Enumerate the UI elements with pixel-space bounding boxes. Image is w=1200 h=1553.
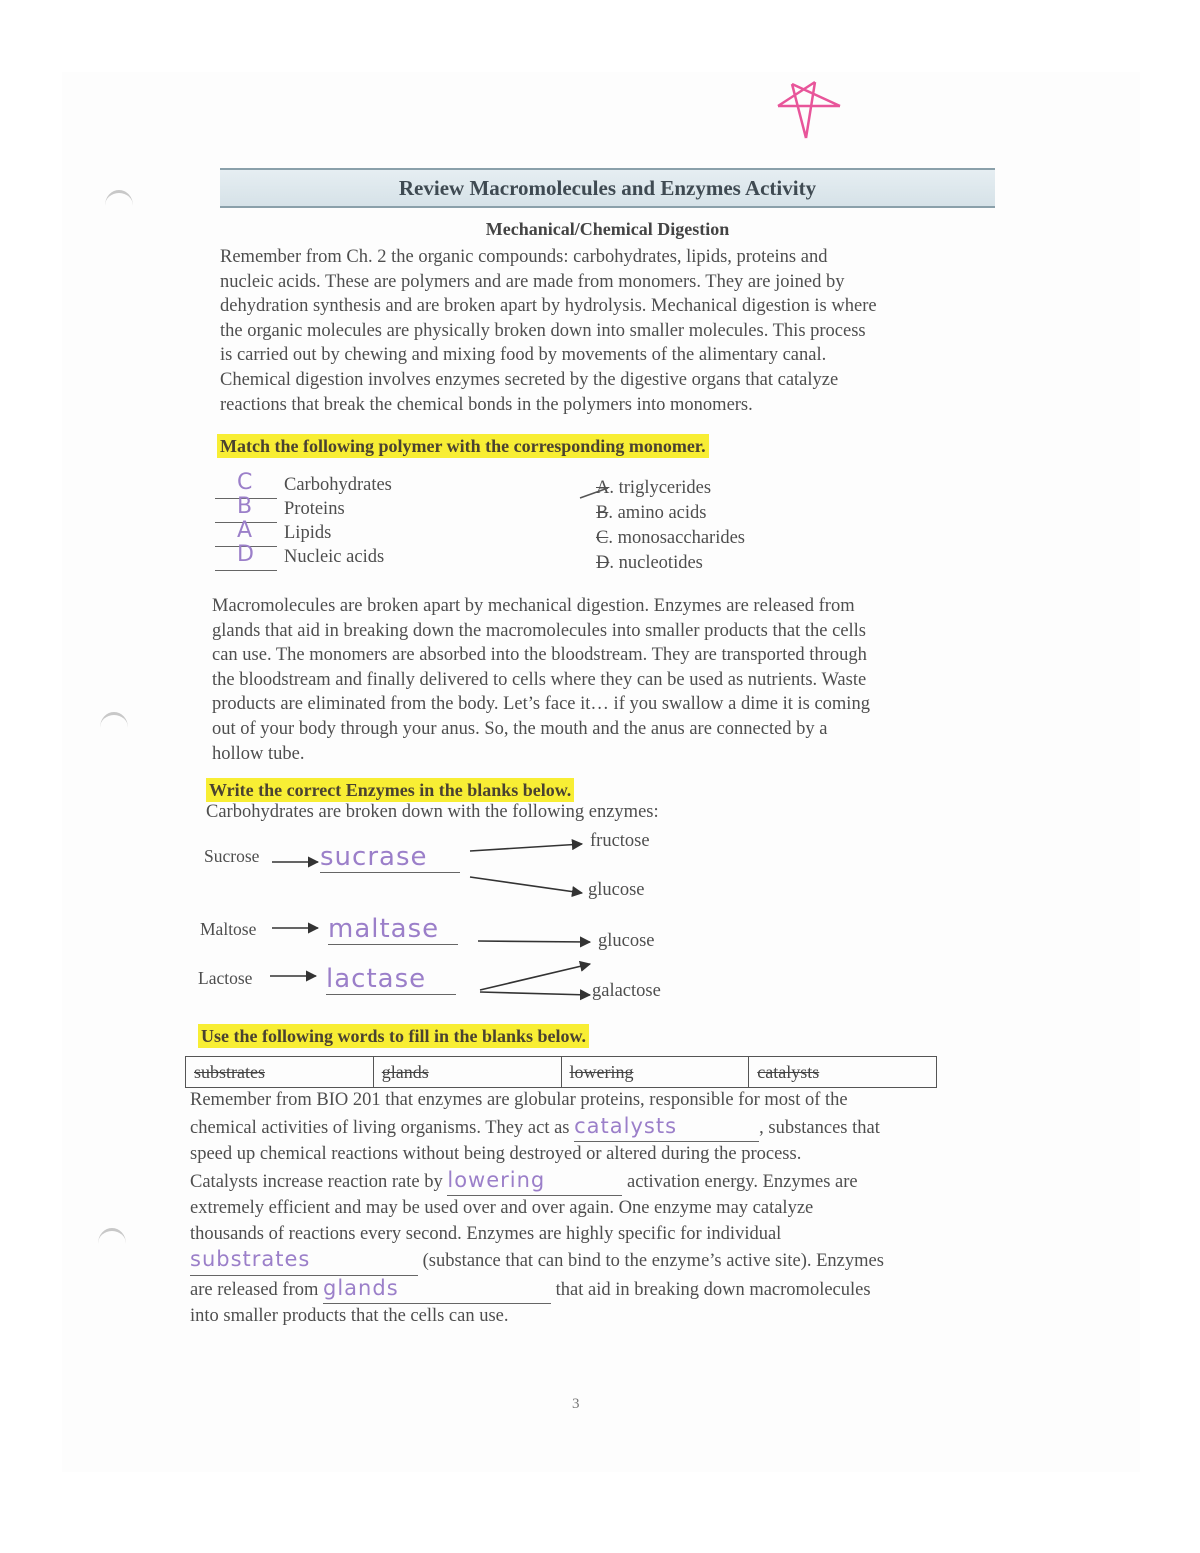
handwritten-answer: catalysts [574,1113,678,1138]
substrate-label: Maltose [200,919,257,939]
text-line [190,1114,884,1143]
text-line: Macromolecules are broken apart by mechanical digestion. Enzymes are released from [212,596,855,616]
monomer-label: . nucleotides [609,553,703,573]
text-line: the bloodstream and finally delivered to cells where they can be used as nutrients. Waste [212,669,867,690]
word-bank-item: substrates [186,1057,374,1087]
text-line [190,1168,884,1197]
monomer-letter: B [596,503,609,523]
fill-paragraph [190,1088,884,1330]
monomer-label: . triglycerides [609,478,712,498]
text-line: is carried out by chewing and mixing food by movements of the alimentary canal. [220,345,827,366]
text-line: the organic molecules are physically broken down into smaller molecules. This process [220,320,866,341]
handwritten-answer: sucrase [320,842,428,872]
handwritten-answer: maltase [328,914,440,944]
handwritten-answer: B [237,494,254,519]
word-bank-item: catalysts [757,1062,820,1082]
monomer-letter: C [596,528,609,548]
handwritten-answer: substrates [190,1247,311,1271]
text-line: thousands of reactions every second. Enzymes are highly specific for individual [190,1223,782,1244]
text-line: hollow tube. [212,743,305,764]
product-label: glucose [598,931,655,951]
enzyme-intro: Carbohydrates are broken down with the following enzymes: [206,802,659,822]
fill-instruction: Use the following words to fill in the blanks below. [198,1024,589,1048]
text-line: products are eliminated from the body. Let’s face it… if you swallow a dime it is coming [212,694,870,715]
word-bank-item: glands [374,1057,562,1087]
fill-blank[interactable] [574,1114,759,1143]
handwritten-answer: D [237,542,255,567]
text-line: Remember from BIO 201 that enzymes are globular proteins, responsible for most of the [190,1090,848,1110]
text-segment: chemical activities of living organisms. They act as [190,1117,570,1138]
monomer-letter: D [596,553,610,573]
word-bank [185,1056,937,1088]
text-line [190,1276,884,1305]
text-segment: , substances that [759,1117,880,1138]
word-bank-item: lowering [562,1057,750,1087]
fill-blank[interactable] [190,1247,418,1276]
text-line: dehydration synthesis and are broken apart by hydrolysis. Mechanical digestion is where [220,296,877,317]
page-number: 3 [572,1396,580,1412]
polymer-label: Proteins [284,499,345,519]
polymer-label: Nucleic acids [284,547,385,567]
polymer-label: Carbohydrates [284,475,392,495]
product-label: fructose [590,831,650,851]
text-line: speed up chemical reactions without being destroyed or altered during the process. [190,1144,802,1164]
monomer-letter: A [596,478,610,498]
monomer-label: . amino acids [608,503,707,523]
substrate-label: Lactose [198,968,253,988]
text-line: nucleic acids. These are polymers and are made from monomers. They are joined by [220,271,845,292]
fill-blank[interactable] [447,1168,622,1197]
text-line: out of your body through your anus. So, the mouth and the anus are connected by a [212,718,828,739]
handwritten-answer: A [237,518,254,543]
handwritten-answer: C [237,470,254,495]
product-label: glucose [588,880,645,900]
enzyme-instruction: Write the correct Enzymes in the blanks below. [206,778,574,802]
match-instruction: Match the following polymer with the corresponding monomer. [217,434,709,458]
text-segment: are released from [190,1279,319,1300]
text-segment: that aid in breaking down macromolecules [555,1279,871,1300]
monomer-label: . monosaccharides [608,528,745,548]
text-segment: Catalysts increase reaction rate by [190,1171,443,1192]
text-line [190,1247,884,1276]
substrate-label: Sucrose [204,846,260,866]
handwritten-answer: lactase [326,964,427,994]
binder-hole [98,1228,126,1259]
product-label: galactose [592,981,661,1001]
text-line: Remember from Ch. 2 the organic compounds: carbohydrates, lipids, proteins and [220,247,828,267]
handwritten-answer: lowering [447,1167,546,1192]
text-line: extremely efficient and may be used over and over again. One enzyme may catalyze [190,1198,814,1218]
text-segment: activation energy. Enzymes are [626,1171,858,1192]
text-line: into smaller products that the cells can use. [190,1306,509,1326]
text-line: glands that aid in breaking down the macromolecules into smaller products that the cells [212,620,867,641]
fill-blank[interactable] [323,1276,551,1305]
text-line: reactions that break the chemical bonds in the polymers into monomers. [220,394,753,415]
handwritten-answer: glands [323,1275,399,1300]
text-segment: (substance that can bind to the enzyme’s active site). Enzymes [422,1251,884,1271]
page-title: Review Macromolecules and Enzymes Activity [220,168,995,208]
text-line: can use. The monomers are absorbed into the bloodstream. They are transported through [212,645,867,666]
text-line: Chemical digestion involves enzymes secreted by the digestive organs that catalyze [220,369,839,390]
section-subtitle: Mechanical/Chemical Digestion [485,219,730,239]
polymer-label: Lipids [284,523,332,543]
